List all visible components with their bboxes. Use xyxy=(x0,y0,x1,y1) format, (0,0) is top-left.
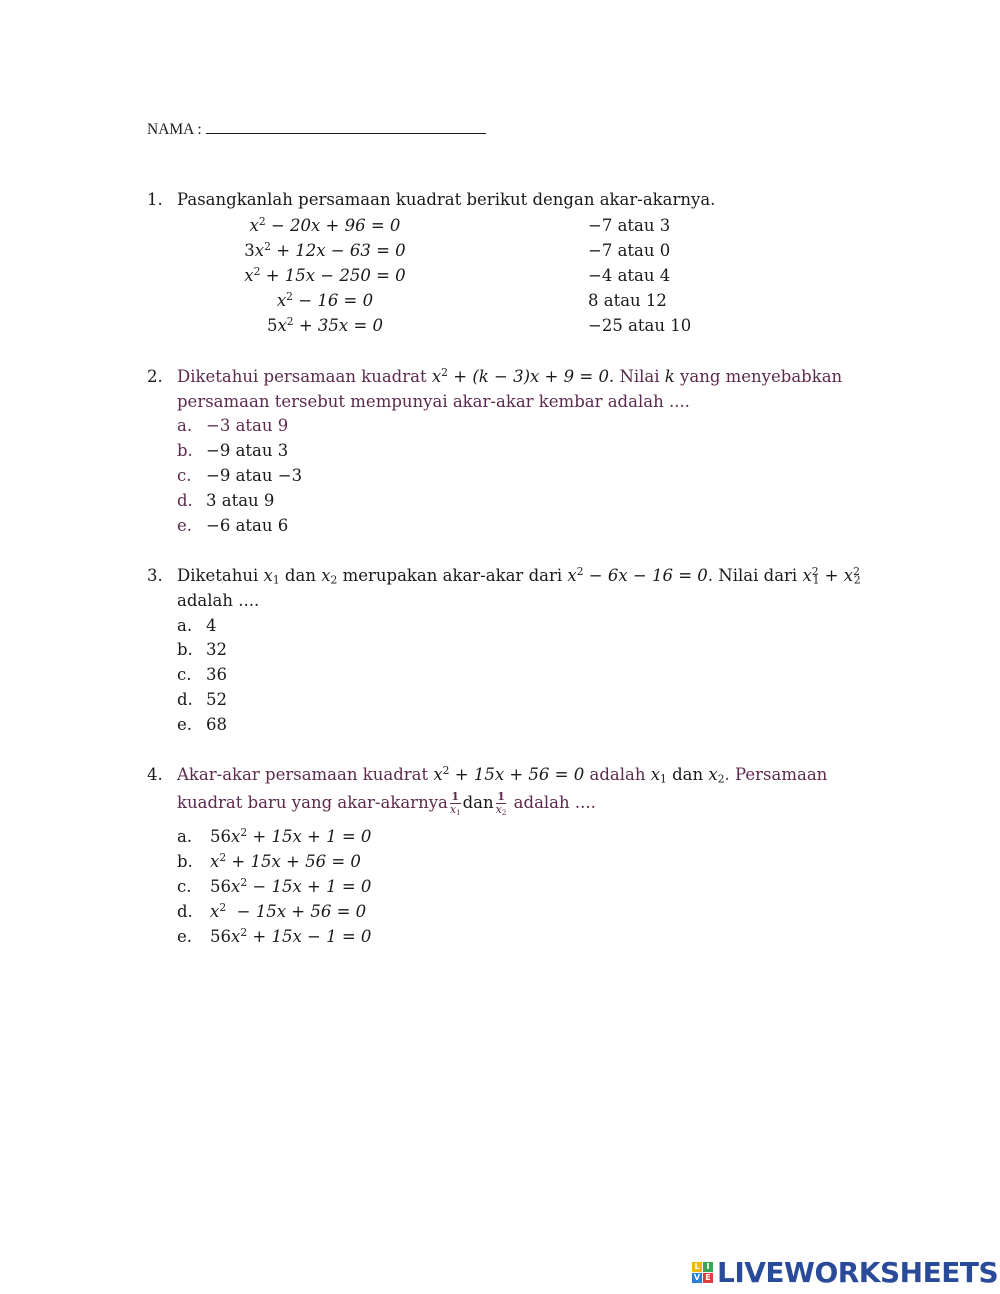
q1-equation: $5x^2 + 35x = 0$ xyxy=(266,315,384,335)
liveworksheets-brand xyxy=(692,1256,998,1289)
option-letter: a. xyxy=(177,827,193,846)
fraction: $\frac{1}{x_2}$ xyxy=(495,790,507,817)
option-text[interactable]: $56x^2 + 15x + 1 = 0$ xyxy=(210,826,372,846)
option-text[interactable]: $56x^2 - 15x + 1 = 0$ xyxy=(210,876,372,896)
q1-equation: $x^2 - 16 = 0$ xyxy=(276,290,374,310)
option-text[interactable]: 4 xyxy=(206,616,217,635)
option-letter: e. xyxy=(177,927,193,946)
option-text[interactable]: 3 atau 9 xyxy=(206,491,275,510)
name-field xyxy=(147,121,486,139)
name-blank-line[interactable] xyxy=(206,121,486,134)
option-text[interactable]: −3 atau 9 xyxy=(206,416,289,435)
brand-wordmark: LIVEWORKSHEETS xyxy=(717,1256,999,1289)
fraction: $\frac{1}{x_1}$ xyxy=(449,790,461,817)
q4-stem-line2: kuadrat baru yang akar-akarnya $\frac{1}{x_1}$ dan $\frac{1}{x_2}$ adalah .... xyxy=(177,790,596,817)
q2-stem-line2: persamaan tersebut mempunyai akar-akar kembar adalah .... xyxy=(177,392,690,411)
q3-number: 3. xyxy=(147,566,163,585)
option-letter: c. xyxy=(177,665,192,684)
option-text[interactable]: 52 xyxy=(206,690,227,709)
option-letter: a. xyxy=(177,416,193,435)
option-letter: b. xyxy=(177,852,193,871)
option-text[interactable]: −9 atau 3 xyxy=(206,441,289,460)
option-letter: b. xyxy=(177,640,193,659)
option-text[interactable]: 68 xyxy=(206,715,227,734)
option-letter: a. xyxy=(177,616,193,635)
q1-root: −7 atau 3 xyxy=(588,216,671,235)
q4-stem-line1: Akar-akar persamaan kuadrat $x^2 + 15x + 56 = 0$ adalah $x_1$ dan $x_2$. Persamaan xyxy=(177,764,828,786)
q1-root: 8 atau 12 xyxy=(588,291,667,310)
q1-number: 1. xyxy=(147,190,163,209)
option-letter: c. xyxy=(177,466,192,485)
q4-number: 4. xyxy=(147,765,163,784)
q1-equation: $x^2 + 15x - 250 = 0$ xyxy=(244,265,406,285)
option-letter: d. xyxy=(177,690,193,709)
q2-stem-line1: Diketahui persamaan kuadrat $x^2 + (k - 3)x + 9 = 0$. Nilai k yang menyebabkan xyxy=(177,366,843,386)
name-label: NAMA : xyxy=(147,121,202,138)
option-text[interactable]: −6 atau 6 xyxy=(206,516,289,535)
option-letter: d. xyxy=(177,902,193,921)
option-text[interactable]: $x^2 - 15x + 56 = 0$ xyxy=(210,901,367,921)
option-letter: c. xyxy=(177,877,192,896)
option-text[interactable]: $x^2 + 15x + 56 = 0$ xyxy=(210,851,361,871)
liveworksheets-logo-icon: L I V E xyxy=(692,1262,713,1283)
q1-root: −25 atau 10 xyxy=(588,316,692,335)
q2-number: 2. xyxy=(147,367,163,386)
q1-prompt: Pasangkanlah persamaan kuadrat berikut dengan akar-akarnya. xyxy=(177,190,716,209)
option-letter: e. xyxy=(177,516,193,535)
option-letter: e. xyxy=(177,715,193,734)
q1-equation: $x^2 - 20x + 96 = 0$ xyxy=(249,215,401,235)
option-text[interactable]: 36 xyxy=(206,665,227,684)
q1-root: −4 atau 4 xyxy=(588,266,671,285)
q3-stem-line1: Diketahui $x_1$ dan $x_2$ merupakan akar-akar dari $x^2 - 6x - 16 = 0$. Nilai dari $x^2_1 + x^2_2$ xyxy=(177,565,861,587)
option-text[interactable]: $56x^2 + 15x - 1 = 0$ xyxy=(210,926,372,946)
q1-equation: $3x^2 + 12x - 63 = 0$ xyxy=(244,240,406,260)
option-text[interactable]: 32 xyxy=(206,640,227,659)
option-text[interactable]: −9 atau −3 xyxy=(206,466,303,485)
q3-stem-line2: adalah .... xyxy=(177,591,260,610)
q1-root: −7 atau 0 xyxy=(588,241,671,260)
option-letter: b. xyxy=(177,441,193,460)
option-letter: d. xyxy=(177,491,193,510)
